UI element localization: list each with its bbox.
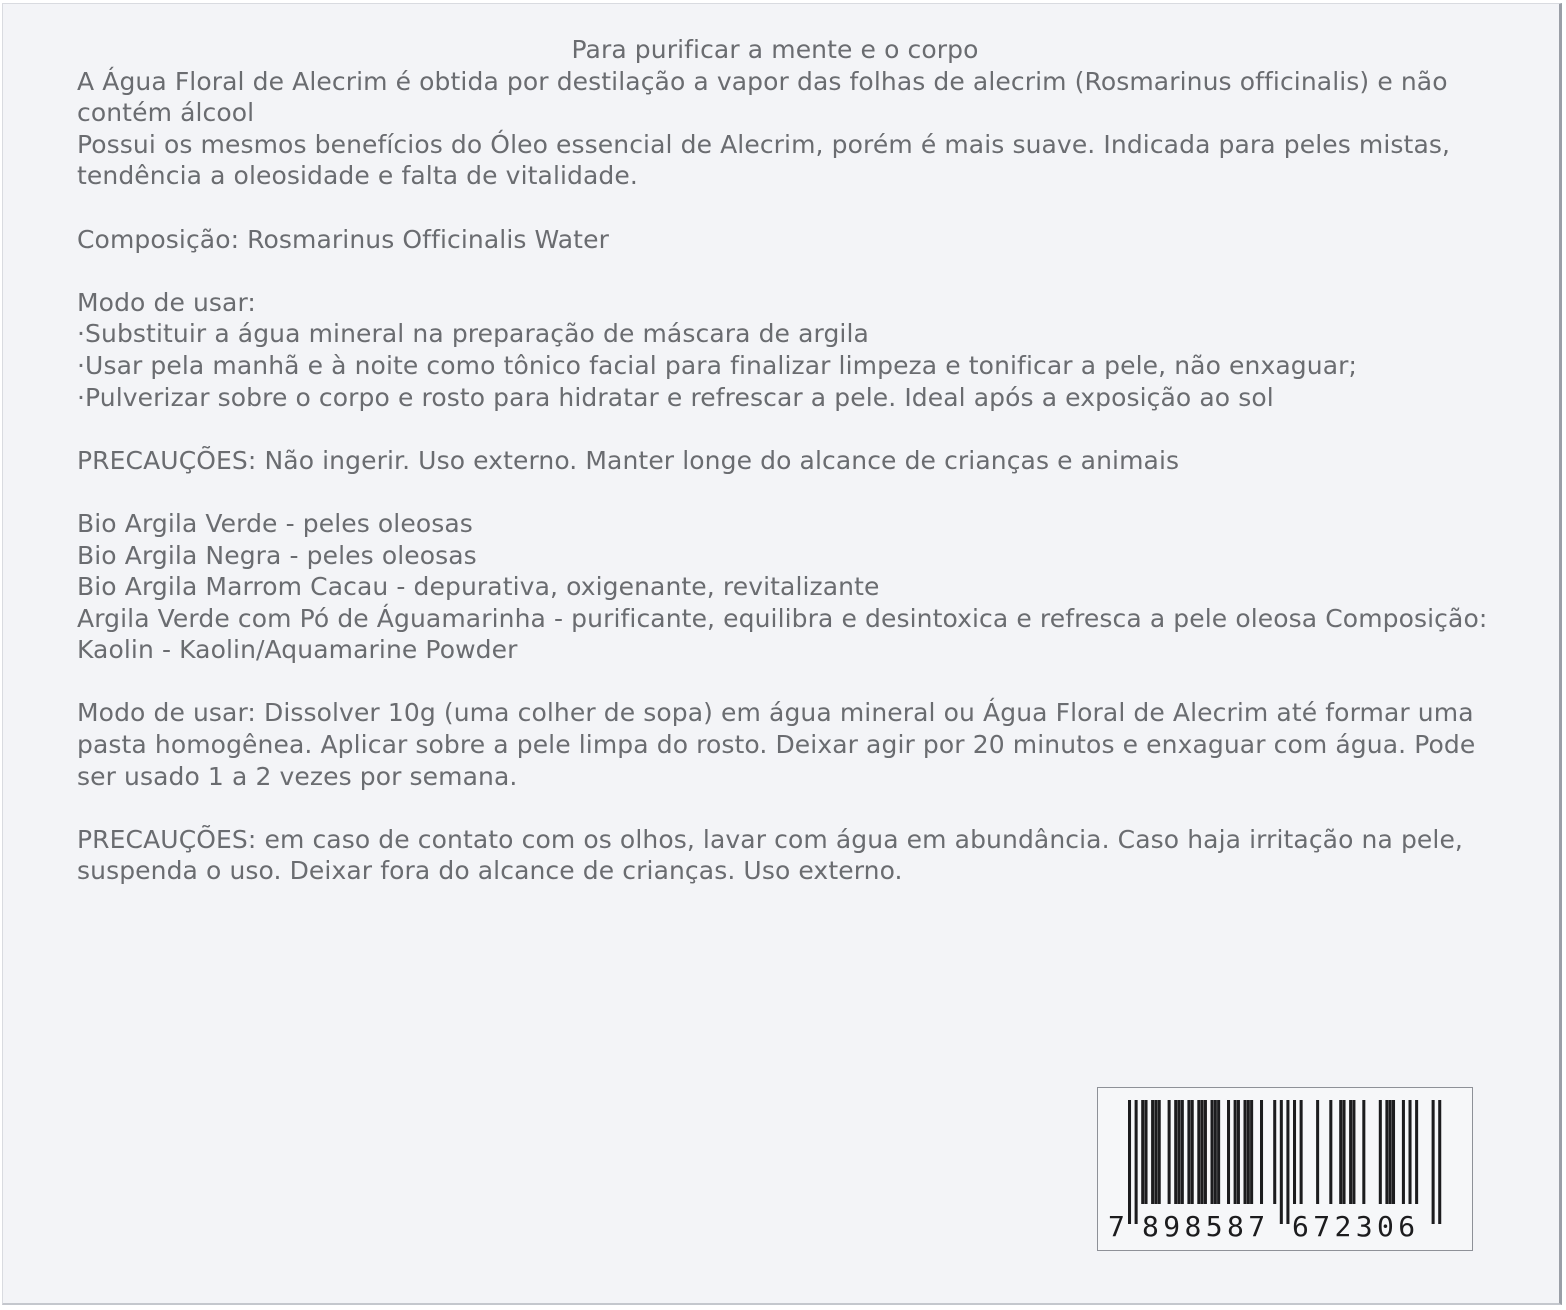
barcode-right-digits: 672306 (1292, 1210, 1420, 1243)
barcode-guard-bar (1286, 1100, 1289, 1224)
barcode-bar (1168, 1100, 1171, 1204)
barcode-bar (1362, 1100, 1365, 1204)
barcode-bar (1250, 1100, 1253, 1204)
paragraph-precautions: PRECAUÇÕES: Não ingerir. Uso externo. Manter longe do alcance de crianças e animais (77, 445, 1180, 475)
barcode-bar (1385, 1100, 1388, 1204)
barcode-bar (1260, 1100, 1263, 1204)
barcode-bar (1211, 1100, 1214, 1204)
barcode-left-digits: 898587 (1142, 1210, 1270, 1243)
paragraph-clay-precautions: PRECAUÇÕES: em caso de contato com os olhos, lavar com água em abundância. Caso haja irritação na pele, suspenda o uso. Deixar fora do alcance de crianças. Uso externo. (77, 824, 1472, 886)
barcode-bar (1197, 1100, 1200, 1204)
barcode-bar (1145, 1100, 1148, 1204)
barcode-bar (1402, 1100, 1405, 1204)
barcode-guard-bar (1438, 1100, 1441, 1224)
barcode-bar (1191, 1100, 1194, 1204)
barcode-bar (1141, 1100, 1144, 1204)
barcode-bar (1151, 1100, 1154, 1204)
paragraph-description: A Água Floral de Alecrim é obtida por destilação a vapor das folhas de alecrim (Rosmarinus officinalis) e não contém álcool Possui os mesmos benefícios do Óleo essencial de Alecrim, porém é mais suave. Indicada para peles mistas, tendência a oleosidade e falta de vitalidade. (77, 66, 1451, 191)
barcode-bar (1247, 1100, 1250, 1204)
barcode-guard-bar (1432, 1100, 1435, 1224)
barcode-bar (1217, 1100, 1220, 1204)
paragraph-clay-usage: Modo de usar: Dissolver 10g (uma colher de sopa) em água mineral ou Água Floral de Alecrim até formar uma pasta homogênea. Aplicar sobre a pele limpa do rosto. Deixar agir por 20 minutos e enxaguar com água. Pode ser usado 1 a 2 vezes por semana. (77, 698, 1484, 791)
barcode-bar (1178, 1100, 1181, 1204)
barcode-bar (1300, 1100, 1303, 1204)
barcode-bar (1293, 1100, 1296, 1204)
barcode-bar (1237, 1100, 1240, 1204)
paragraph-clay-list: Bio Argila Verde - peles oleosas Bio Argila Negra - peles oleosas Bio Argila Marrom Cacau - depurativa, oxigenante, revitalizante Argila Verde com Pó de Águamarinha - purificante, equilibra e desintoxica e refresca a pele oleosa Composição: Kaolin - Kaolin/Aquamarine Powder (77, 508, 1488, 665)
paragraph-composition: Composição: Rosmarinus Officinalis Water (77, 224, 609, 254)
barcode-bar (1227, 1100, 1230, 1204)
barcode-bar (1273, 1100, 1276, 1204)
barcode-bar (1234, 1100, 1237, 1204)
headline: Para purificar a mente e o corpo (571, 35, 979, 64)
barcode-bar (1154, 1100, 1157, 1204)
label-text (77, 34, 1497, 887)
barcode-bar (1204, 1100, 1207, 1204)
barcode-guard-bar (1128, 1100, 1131, 1224)
barcode-bar (1349, 1100, 1352, 1204)
barcode-bar (1187, 1100, 1190, 1204)
barcode-bar (1316, 1100, 1319, 1204)
barcode-guard-bar (1135, 1100, 1138, 1224)
paragraph-usage: Modo de usar: ·Substituir a água mineral na preparação de máscara de argila ·Usar pela manhã e à noite como tônico facial para finalizar limpeza e tonificar a pele, não enxaguar; ·Pulverizar sobre o corpo e rosto para hidratar e refrescar a pele. Ideal após a exposição ao sol (77, 287, 1358, 412)
barcode-bar (1174, 1100, 1177, 1204)
barcode-bar (1379, 1100, 1382, 1204)
barcode-guard-bar (1280, 1100, 1283, 1224)
barcode-bar (1392, 1100, 1395, 1204)
barcode-bar (1409, 1100, 1412, 1204)
barcode-bar (1181, 1100, 1184, 1204)
barcode-bar (1214, 1100, 1217, 1204)
barcode-bar (1343, 1100, 1346, 1204)
barcode-first-digit: 7 (1108, 1210, 1125, 1243)
barcode-bar (1389, 1100, 1392, 1204)
barcode-bar (1329, 1100, 1332, 1204)
barcode-bar (1415, 1100, 1418, 1204)
barcode-bar (1158, 1100, 1161, 1204)
barcode (1097, 1087, 1473, 1251)
barcode-bar (1339, 1100, 1342, 1204)
barcode-bar (1201, 1100, 1204, 1204)
barcode-bar (1244, 1100, 1247, 1204)
product-label-panel (2, 3, 1562, 1305)
barcode-bar (1352, 1100, 1355, 1204)
